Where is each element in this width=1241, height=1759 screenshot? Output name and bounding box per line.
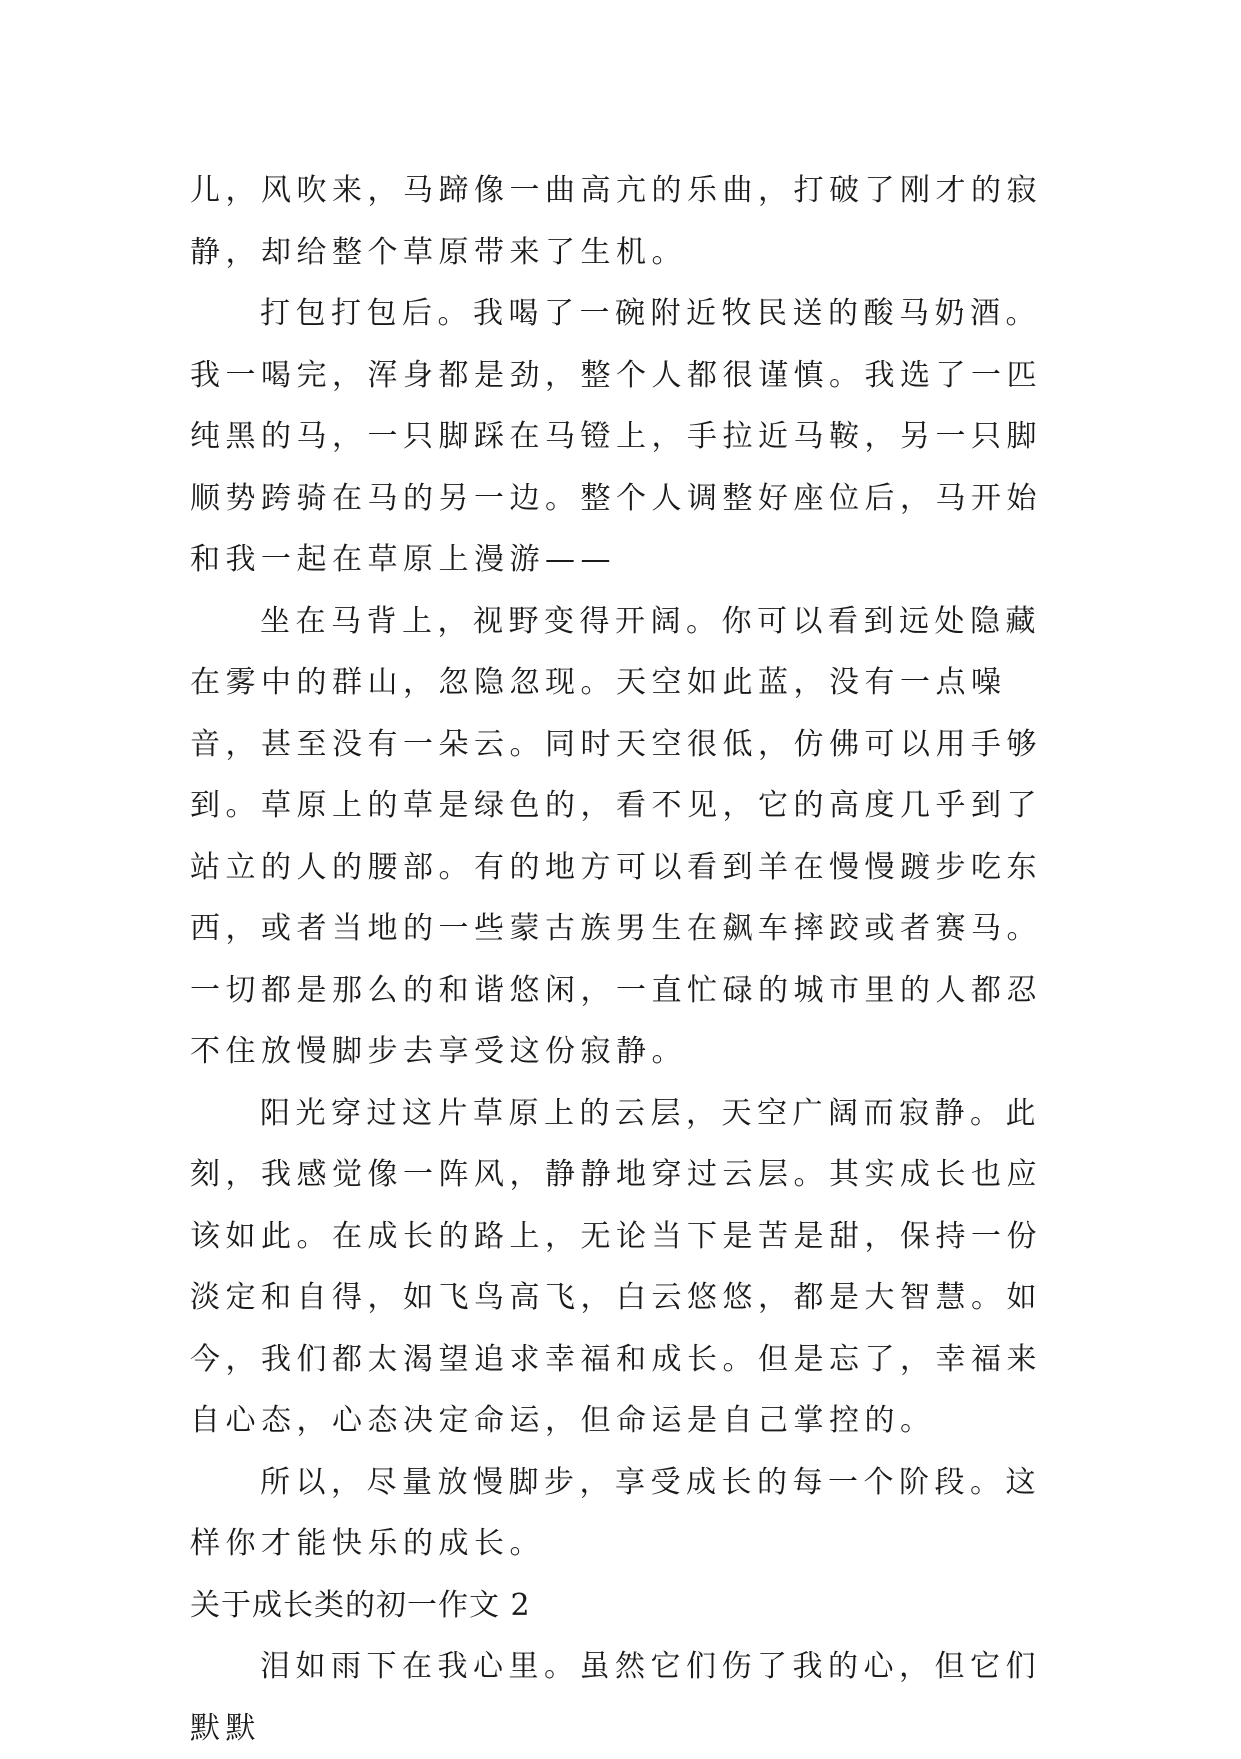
paragraph-continuation: 儿，风吹来，马蹄像一曲高亢的乐曲，打破了刚才的寂静，却给整个草原带来了生机。: [190, 173, 1042, 270]
paragraph-reflection: 阳光穿过这片草原上的云层，天空广阔而寂静。此刻，我感觉像一阵风，静静地穿过云层。其实成长也应该如此。在成长的路上，无论当下是苦是甜，保持一份淡定和自得，如飞鸟高飞，白云悠悠，都是大智慧。如今，我们都太渴望追求幸福和成长。但是忘了，幸福来自心态，心态决定命运，但命运是自己掌控的。: [190, 1095, 1042, 1438]
essay-body: [190, 160, 1070, 1759]
essay-heading: 关于成长类的初一作文 2: [190, 1587, 531, 1623]
paragraph-conclusion: 所以，尽量放慢脚步，享受成长的每一个阶段。这样你才能快乐的成长。: [190, 1464, 1041, 1561]
paragraph-essay2-start: 泪如雨下在我心里。虽然它们伤了我的心，但它们默默: [190, 1649, 1041, 1746]
paragraph-riding: 打包打包后。我喝了一碗附近牧民送的酸马奶酒。我一喝完，浑身都是劲，整个人都很谨慎。我选了一匹纯黑的马，一只脚踩在马镫上，手拉近马鞍，另一只脚顺势跨骑在马的另一边。整个人调整好座位后，马开始和我一起在草原上漫游——: [190, 296, 1042, 577]
paragraph-view: 坐在马背上，视野变得开阔。你可以看到远处隐藏在雾中的群山，忽隐忽现。天空如此蓝，没有一点噪音，甚至没有一朵云。同时天空很低，仿佛可以用手够到。草原上的草是绿色的，看不见，它的高度几乎到了站立的人的腰部。有的地方可以看到羊在慢慢踱步吃东西，或者当地的一些蒙古族男生在飙车摔跤或者赛马。一切都是那么的和谐悠闲，一直忙碌的城市里的人都忍不住放慢脚步去享受这份寂静。: [190, 603, 1042, 1069]
